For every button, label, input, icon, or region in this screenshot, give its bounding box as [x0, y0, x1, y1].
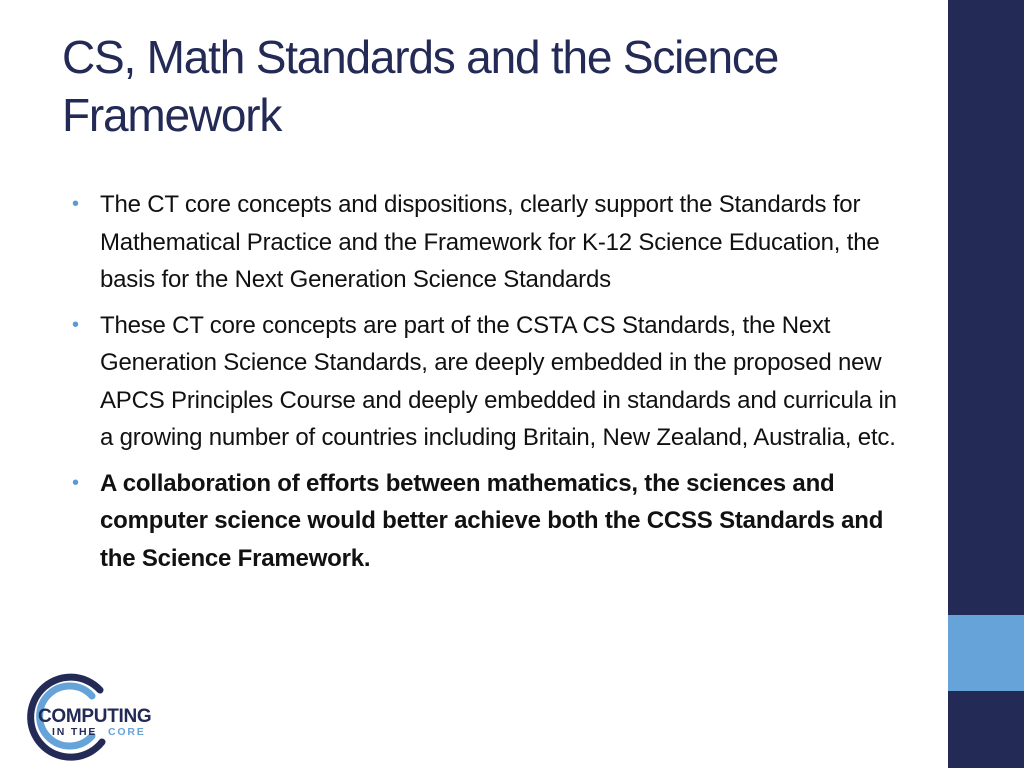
bullet-text: A collaboration of efforts between mathematics, the sciences and computer science would better achieve both the CCSS Standards and the Science Framework.: [100, 469, 884, 572]
bullet-marker: •: [72, 193, 79, 215]
computing-in-the-core-logo: [18, 670, 188, 762]
bullet-text: The CT core concepts and dispositions, clearly support the Standards for Mathematical Practice and the Framework for K-12 Science Education, the basis for the Next Generation Science Standards: [100, 191, 880, 293]
logo-tagline-a: IN THE: [52, 726, 98, 738]
logo-wordmark: COMPUTING: [38, 706, 152, 727]
logo-tagline-b: CORE: [108, 726, 146, 738]
bullet-text: These CT core concepts are part of the CSTA CS Standards, the Next Generation Science Standards, are deeply embedded in the proposed new APCS Principles Course and deeply embedded in standards and curricula in a growing number of countries including Britain, New Zealand, Australia, etc.: [100, 311, 897, 451]
bullet-marker: •: [72, 313, 79, 336]
sidebar-accent-block: [948, 615, 1024, 691]
bullet-marker: •: [72, 471, 79, 494]
bullet-item: [72, 307, 902, 457]
bullet-item: [72, 186, 902, 299]
bullet-item-emphasis: [72, 465, 902, 578]
slide-title: CS, Math Standards and the Science Framework: [62, 31, 779, 141]
bullet-list: [72, 186, 902, 585]
